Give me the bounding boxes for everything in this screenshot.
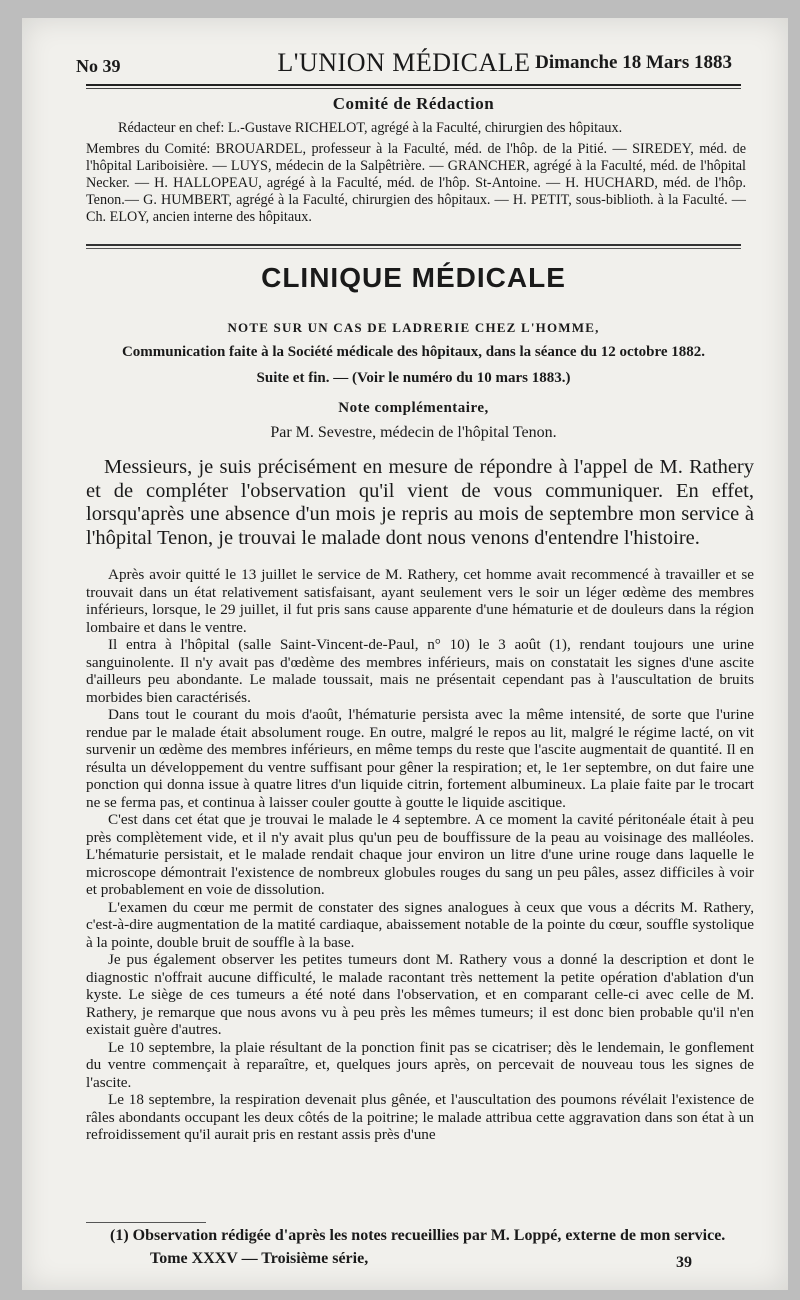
committee-members: Membres du Comité: BROUARDEL, professeur à la Faculté, méd. de l'hôp. de la Pitié. — SIREDEY, méd. de l'hôpital Lariboisière. — LUYS, médecin de la Salpêtrière. — GRANCHER, agrégé à la Faculté, méd. de l'hôpital Necker. — H. HALLOPEAU, agrégé à la Faculté, méd. de l'hôp. St-Antoine. — H. HUCHARD, méd. de l'hôp. Tenon.— G. HUMBERT, agrégé à la Faculté, chirurgien des hôpitaux. — H. PETIT, sous-biblioth. à la Faculté. — Ch. ELOY, ancien interne des hôpitaux. [86, 141, 746, 225]
committee-title: Comité de Rédaction [332, 94, 495, 113]
page-header [76, 48, 732, 78]
paragraph-2: Il entra à l'hôpital (salle Saint-Vincent-de-Paul, n° 10) le 3 août (1), rendant toujours une urine sanguinolente. Il n'y avait pas d'œdème des membres inférieurs, mais on constatait les signes d'une ascite d'ailleurs peu abondante. Le malade toussait, mais ne présentait cependant pas à l'auscultation de bruits morbides bien caractérisés. [86, 636, 754, 706]
issue-date: Dimanche 18 Mars 1883 [535, 52, 732, 73]
paragraph-5: L'examen du cœur me permit de constater des signes analogues à ceux que vous a décrits M. Rathery, c'est-à-dire augmentation de la matité cardiaque, abaissement notable de la pointe du cœur, souffle systolique à la pointe, double bruit de souffle à la base. [86, 898, 754, 951]
article-body [86, 566, 754, 1144]
article-title: NOTE SUR UN CAS DE LADRERIE CHEZ L'HOMME, [227, 320, 600, 335]
header-rule-thin [86, 88, 741, 89]
paragraph-6: Je pus également observer les petites tumeurs dont M. Rathery vous a donné la description et dont le diagnostic n'offrait aucune difficulté, le malade racontant très nettement la petite opération d'ablation d'un kyste. Le siège de ces tumeurs a été noté dans l'observation, et en comparant celle-ci avec celle de M. Rathery, je remarque que nous avons vu à peu près les mêmes tumeurs; il est donc bien probable qu'il n'en existait guère d'autres. [86, 951, 754, 1038]
issue-number: No 39 [76, 56, 121, 76]
footnote: (1) Observation rédigée d'après les notes recueillies par M. Loppé, externe de mon service. [110, 1227, 726, 1244]
editorial-committee [86, 120, 746, 230]
paragraph-4: C'est dans cet état que je trouvai le malade le 4 septembre. A ce moment la cavité péritonéale était à peu près complètement vide, et il n'y avait plus qu'un peu de bouffissure de la peau au voisinage des malléoles. L'hématurie persistait, et le malade rendait chaque jour environ un litre d'une urine rouge dans laquelle le microscope démontrait l'existence de nombreux globules rouges du sang un peu pâles, assez difficiles à voir et probablement en voie de dissolution. [86, 811, 754, 898]
paragraph-7: Le 10 septembre, la plaie résultant de la ponction finit pas se cicatriser; dès le lendemain, le gonflement du ventre commençait à reparaître, et, quelques jours après, on percevait de nouveau tous les signes de l'ascite. [86, 1038, 754, 1091]
paragraph-8: Le 18 septembre, la respiration devenait plus gênée, et l'auscultation des poumons révélait l'existence de râles abondants occupant les deux côtés de la poitrine; le malade attribua cette aggravation dans son état à un refroidissement qu'il aurait pris en restant assis près d'une [86, 1091, 754, 1143]
lead-paragraph: Messieurs, je suis précisément en mesure de répondre à l'appel de M. Rathery et de compléter l'observation qu'il vient de vous communiquer. En effet, lorsqu'après une absence d'un mois je repris au mois de septembre mon service à l'hôpital Tenon, je trouvai le malade dont nous venons d'entendre l'histoire. [86, 456, 754, 549]
section-title: CLINIQUE MÉDICALE [261, 262, 566, 293]
editor-in-chief: Rédacteur en chef: L.-Gustave RICHELOT, agrégé à la Faculté, chirurgien des hôpitaux. [118, 120, 623, 136]
header-rule [86, 84, 741, 86]
communication-line: Communication faite à la Société médicale des hôpitaux, dans la séance du 12 octobre 1882. [121, 344, 706, 360]
committee-rule-thin [86, 248, 741, 249]
paragraph-3: Dans tout le courant du mois d'août, l'hématurie persista avec la même intensité, de sorte que l'urine rendue par le malade était absolument rouge. En outre, malgré le repos au lit, malgré le régime lacté, on vit survenir un œdème des membres inférieurs, en même temps du reste que l'ascite augmentait de quantité. Il en résulta un développement du ventre suffisant pour gêner la respiration; et, le 1er septembre, on dut faire une ponction qui donna issue à quatre litres d'un liquide citrin, fortement albumineux. La plaie faite par le trocart ne se ferma pas, et continua à laisser couler goutte à goutte le liquide ascitique. [86, 706, 754, 811]
journal-title: L'UNION MÉDICALE [277, 48, 531, 77]
footnote-rule [86, 1222, 206, 1223]
committee-rule [86, 244, 741, 246]
volume-line: Tome XXXV — Troisième série, [150, 1250, 369, 1267]
continuation-line: Suite et fin. — (Voir le numéro du 10 mars 1883.) [256, 370, 571, 386]
page-number: 39 [676, 1254, 692, 1271]
subsection-title: Note complémentaire, [338, 400, 489, 416]
author-line: Par M. Sevestre, médecin de l'hôpital Tenon. [270, 424, 557, 441]
paragraph-1: Après avoir quitté le 13 juillet le service de M. Rathery, cet homme avait recommencé à travailler et se trouvait dans un état relativement satisfaisant, ayant seulement vers le soir un léger œdème des membres inférieurs, lorsque, le 29 juillet, il fut pris sans cause apparente d'une hématurie et de douleurs dans la région lombaire et dans le ventre. [86, 566, 754, 636]
